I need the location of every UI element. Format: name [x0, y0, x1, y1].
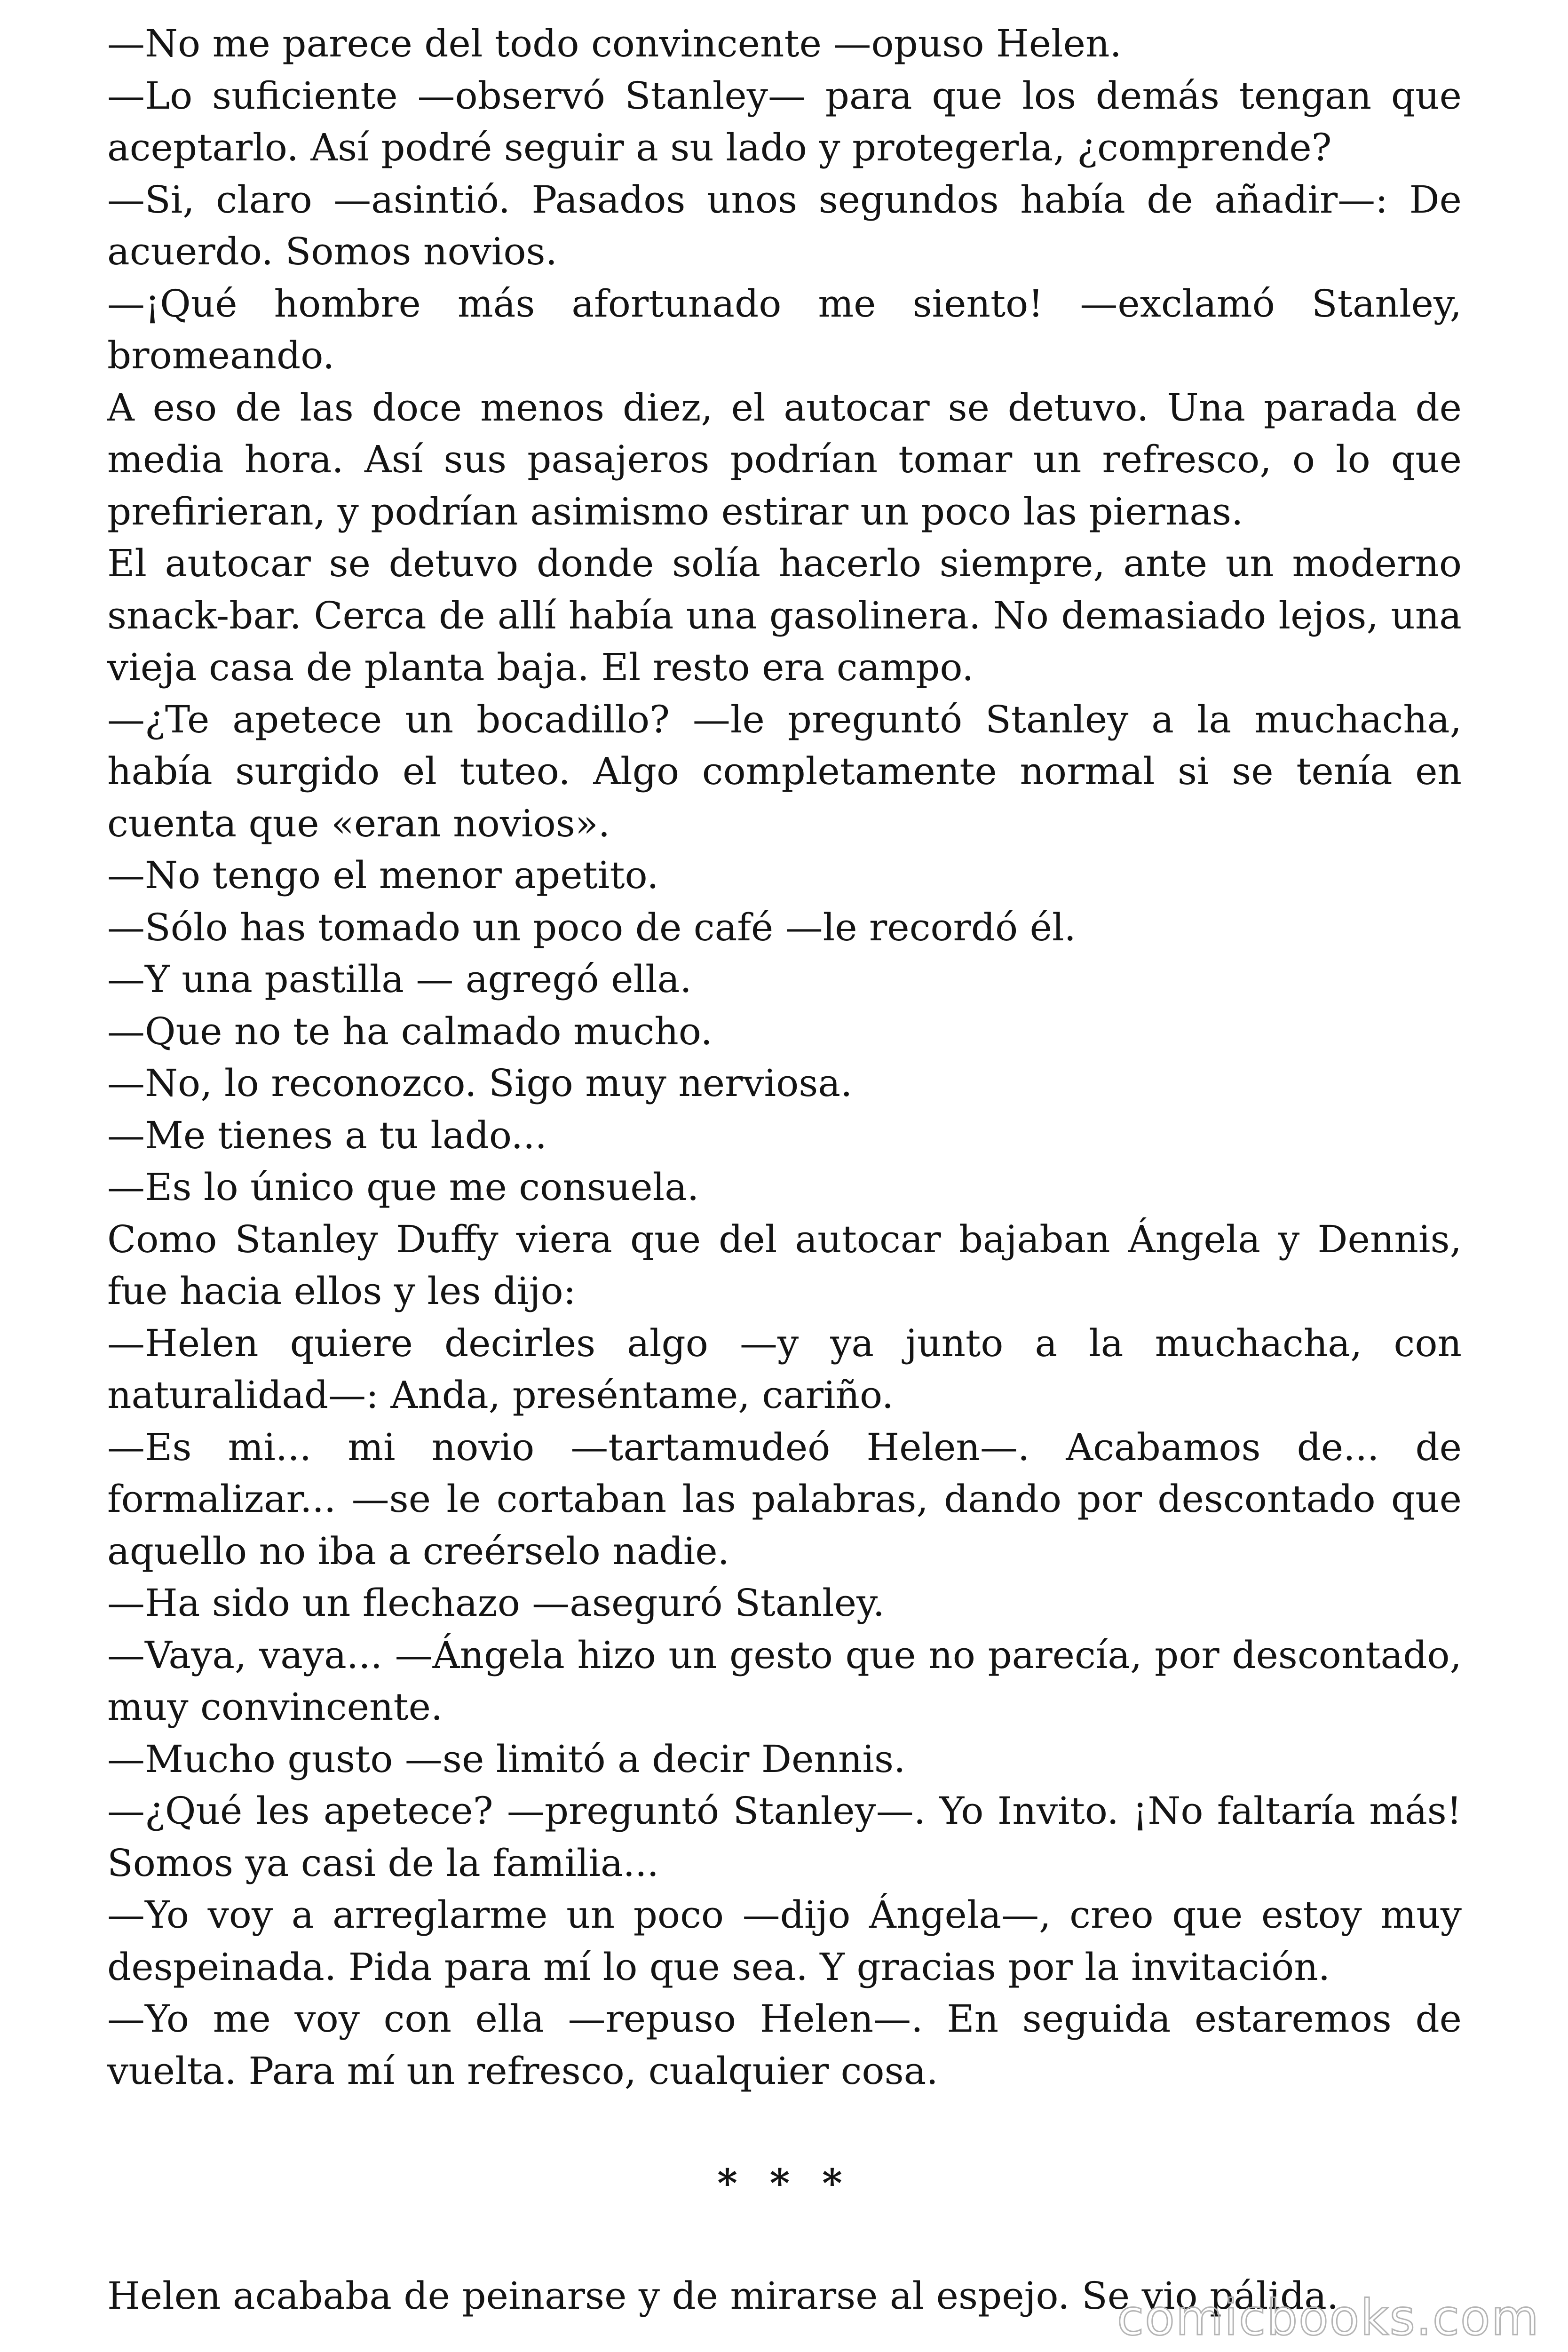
paragraph: Helen acababa de peinarse y de mirarse al espejo. Se vio pálida.: [107, 2274, 1339, 2318]
text-block: [107, 18, 1462, 2097]
paragraph: —Si, claro —asintió. Pasados unos segundos había de añadir—: De acuerdo. Somos novios.: [107, 177, 1462, 273]
paragraph: —Ha sido un flechazo —aseguró Stanley.: [107, 1581, 885, 1625]
paragraph: —Helen quiere decirles algo —y ya junto a la muchacha, con naturalidad—: Anda, preséntame, cariño.: [107, 1321, 1462, 1417]
paragraph: —¿Qué les apetece? —preguntó Stanley—. Yo Invito. ¡No faltaría más! Somos ya casi de la familia...: [107, 1789, 1462, 1885]
watermark-logo: comicbooks.com: [1117, 2289, 1540, 2346]
paragraph: —Es mi... mi novio —tartamudeó Helen—. Acabamos de... de formalizar... —se le cortaban las palabras, dando por descontado que aquello no iba a creérselo nadie.: [107, 1425, 1462, 1573]
paragraph: —Yo me voy con ella —repuso Helen—. En seguida estaremos de vuelta. Para mí un refresco, cualquier cosa.: [107, 1997, 1462, 2093]
document-page: [107, 18, 1462, 2322]
paragraph: —Vaya, vaya... —Ángela hizo un gesto que no parecía, por descontado, muy convincente.: [107, 1633, 1462, 1729]
paragraph: El autocar se detuvo donde solía hacerlo siempre, ante un moderno snack-bar. Cerca de allí había una gasolinera. No demasiado lejos, una vieja casa de planta baja. El resto era campo.: [107, 541, 1462, 689]
paragraph: —No, lo reconozco. Sigo muy nerviosa.: [107, 1061, 853, 1105]
paragraph: —Y una pastilla — agregó ella.: [107, 957, 692, 1001]
paragraph: —Es lo único que me consuela.: [107, 1165, 699, 1209]
paragraph: —Que no te ha calmado mucho.: [107, 1009, 713, 1053]
paragraph: —Yo voy a arreglarme un poco —dijo Ángela—, creo que estoy muy despeinada. Pida para mí lo que sea. Y gracias por la invitación.: [107, 1893, 1462, 1989]
paragraph: —Lo suficiente —observó Stanley— para que los demás tengan que aceptarlo. Así podré seguir a su lado y protegerla, ¿comprende?: [107, 73, 1462, 169]
paragraph: —Mucho gusto —se limitó a decir Dennis.: [107, 1737, 906, 1781]
paragraph: A eso de las doce menos diez, el autocar se detuvo. Una parada de media hora. Así sus pasajeros podrían tomar un refresco, o lo que prefirieran, y podrían asimismo estirar un poco las piernas.: [107, 385, 1462, 533]
paragraph: —¿Te apetece un bocadillo? —le preguntó Stanley a la muchacha, había surgido el tuteo. Algo completamente normal si se tenía en cuenta que «eran novios».: [107, 697, 1462, 845]
paragraph: —Sólo has tomado un poco de café —le recordó él.: [107, 905, 1076, 949]
paragraph: —¡Qué hombre más afortunado me siento! —exclamó Stanley, bromeando.: [107, 281, 1462, 377]
section-separator: * * *: [717, 2161, 852, 2206]
paragraph: —No tengo el menor apetito.: [107, 853, 659, 897]
paragraph: —Me tienes a tu lado...: [107, 1113, 547, 1157]
paragraph: —No me parece del todo convincente —opuso Helen.: [107, 22, 1122, 65]
paragraph: Como Stanley Duffy viera que del autocar bajaban Ángela y Dennis, fue hacia ellos y les dijo:: [107, 1217, 1462, 1313]
